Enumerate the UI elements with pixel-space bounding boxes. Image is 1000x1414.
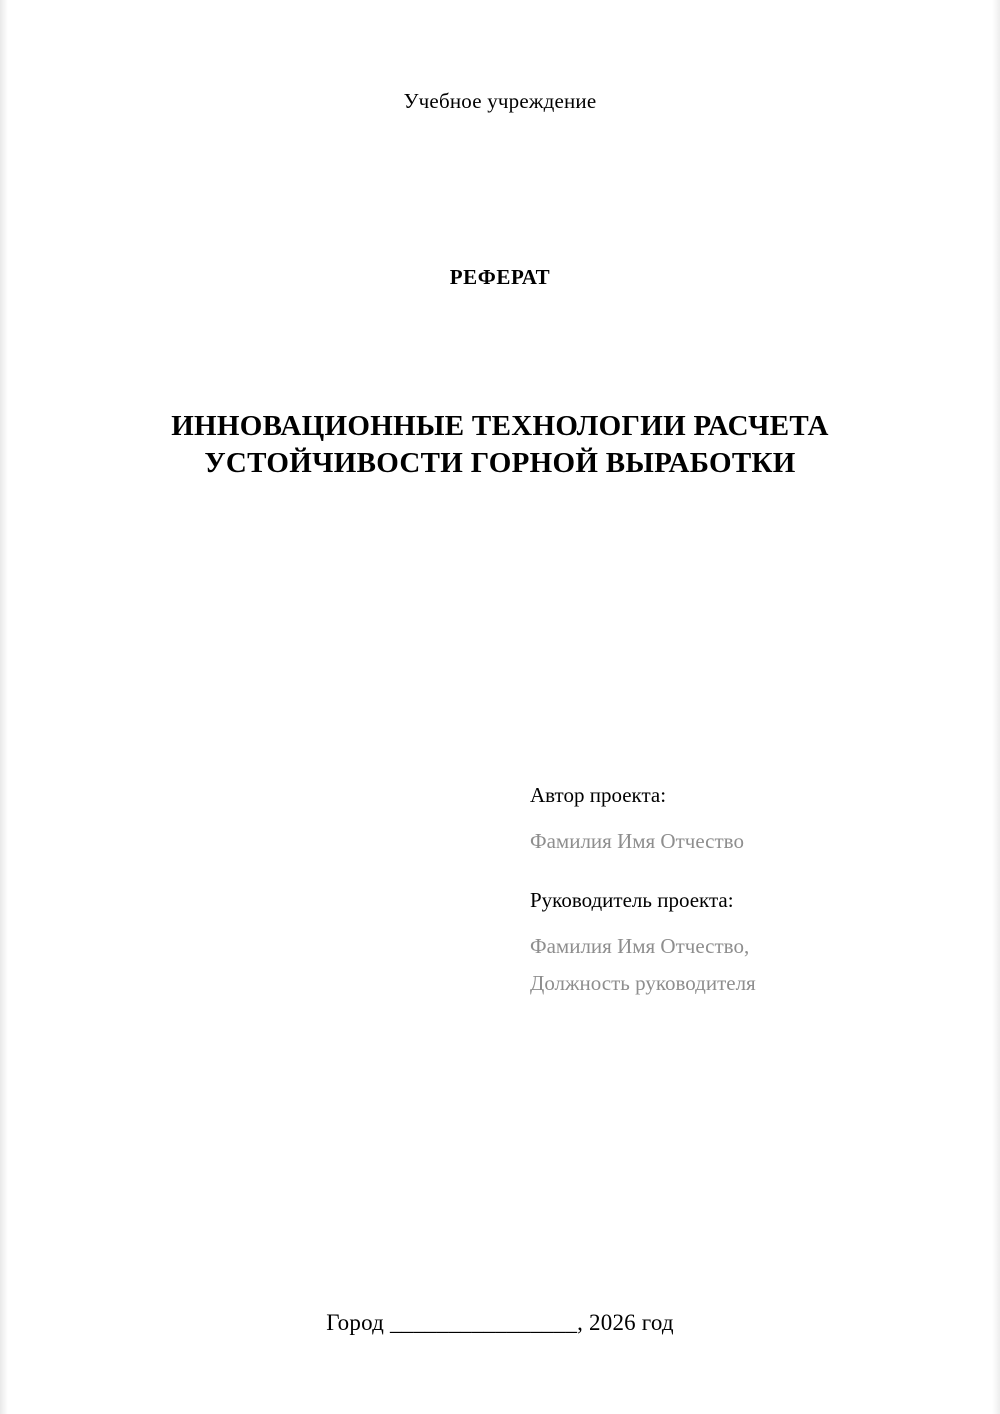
author-value: Фамилия Имя Отчество — [530, 829, 744, 854]
signature-block — [530, 780, 880, 1026]
supervisor-label: Руководитель проекта: — [530, 887, 734, 912]
page-title: ИННОВАЦИОННЫЕ ТЕХНОЛОГИИ РАСЧЕТА УСТОЙЧИВОСТИ ГОРНОЙ ВЫРАБОТКИ — [171, 410, 829, 480]
supervisor-group — [530, 885, 880, 998]
footer-city-year: Город ________________, 2026 год — [326, 1310, 674, 1335]
document-type: РЕФЕРАТ — [449, 265, 551, 289]
title-page-content — [120, 0, 880, 1414]
supervisor-value-position: Должность руководителя — [530, 970, 756, 995]
supervisor-value-name: Фамилия Имя Отчество, — [530, 934, 750, 959]
institution-name: Учебное учреждение — [403, 89, 597, 113]
author-group — [530, 780, 880, 857]
author-label: Автор проекта: — [530, 783, 667, 807]
